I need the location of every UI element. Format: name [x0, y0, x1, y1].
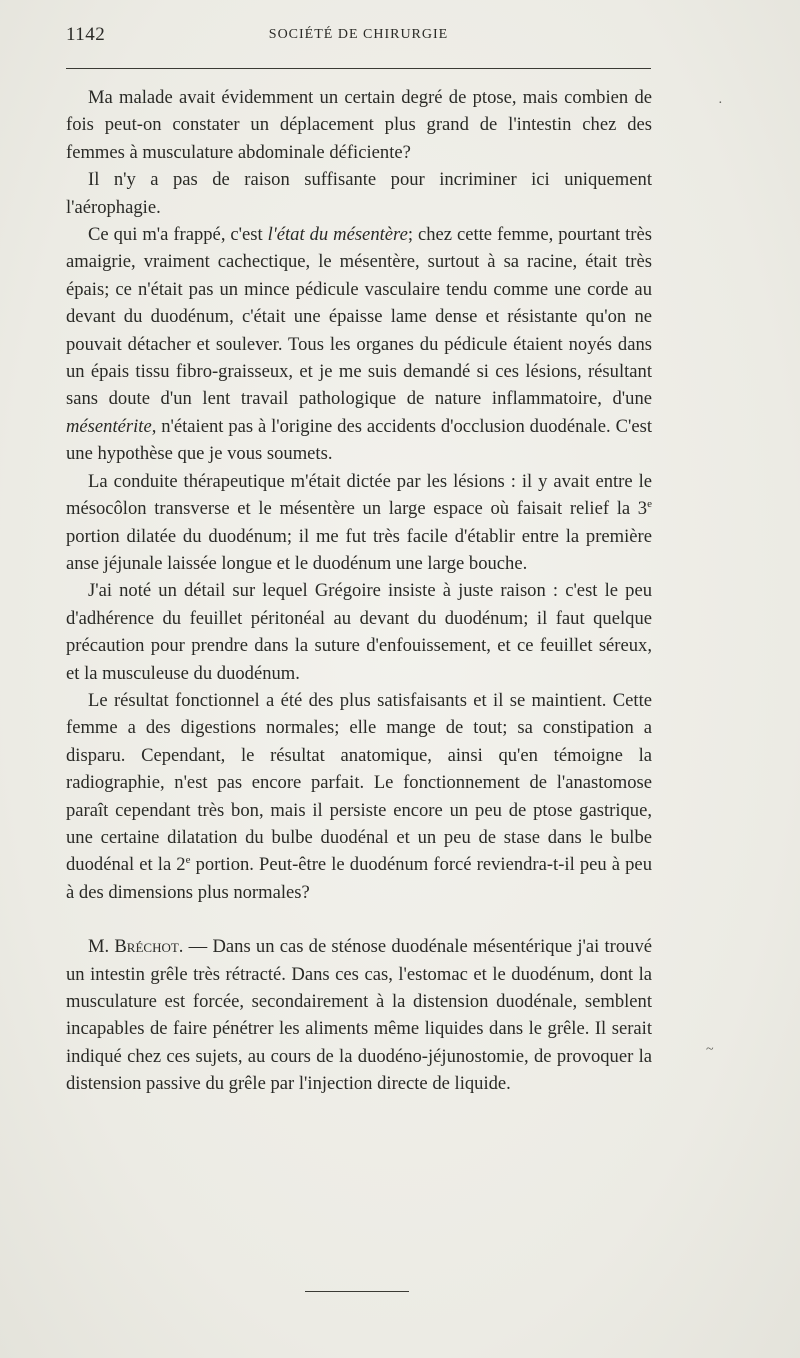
paragraph-3-text-b: ; chez cette femme, pourtant très amaigrie, vraiment cachectique, le mésentère, surtout à sa racine, était très épais; ce n'était pas un mince pédicule vasculaire tendu comme une corde au devant du duodénum, c'était une épaisse lame dense et résistante qu'on ne pouvait détacher et soulever. Tous les organes du pédicule étaient noyés dans un épais tissu fibro-graisseux, et je me suis demandé si ces lésions, résultant sans doute d'un lent travail pathologique de nature inflammatoire, d'une [66, 224, 652, 410]
paragraph-3-text-a: Ce qui m'a frappé, c'est [88, 224, 268, 246]
paragraph-6-text-b: portion. Peut-être le duodénum forcé reviendra-t-il peu à peu à des dimensions plus normales? [66, 854, 652, 903]
paragraph-2: Il n'y a pas de raison suffisante pour incriminer ici uniquement l'aérophagie. [66, 169, 652, 218]
paragraph-3-emphasis: l'état du mésentère [267, 224, 408, 246]
paragraph-7 [66, 933, 652, 1097]
print-speck: ~ [706, 1042, 714, 1057]
paragraph-3 [66, 221, 652, 468]
paragraph-3-emphasis-2: mésentérite [66, 415, 152, 437]
running-head [66, 24, 651, 48]
paragraph-6 [66, 687, 652, 906]
paragraph-6-text-a: Le résultat fonctionnel a été des plus satisfaisants et il se maintient. Cette femme a des digestions normales; elle mange de tout; sa constipation a disparu. Cependant, le résultat anatomique, ainsi qu'en témoigne la radiographie, n'est pas encore parfait. Le fonctionnement de l'anastomose paraît cependant très bon, mais il persiste encore un peu de ptose gastrique, une certaine dilatation du bulbe duodénal et un peu de stase dans le bulbe duodénal et la 2 [66, 689, 652, 876]
paragraph-4 [66, 468, 652, 578]
body-text [66, 84, 652, 1098]
paragraph-4-text-b: portion dilatée du duodénum; il me fut très facile d'établir entre la première anse jéjunale laissée longue et le duodénum une large bouche. [66, 525, 652, 574]
speaker-name: M. Bréchot. [88, 936, 184, 958]
paragraph-7-text: — Dans un cas de sténose duodénale mésentérique j'ai trouvé un intestin grêle très rétracté. Dans ces cas, l'estomac et le duodénum, dont la musculature est forcée, secondairement à la distension duodénale, semblent incapables de faire pénétrer les aliments même liquides dans le grêle. Il serait indiqué chez ces sujets, au cours de la duodéno-jéjunostomie, de provoquer la distension passive du grêle par l'injection directe de liquide. [66, 936, 652, 1095]
print-speck: · [718, 96, 723, 111]
paragraph-3-text-c: , n'étaient pas à l'origine des accidents d'occlusion duodénale. C'est une hypothèse que je vous soumets. [66, 415, 652, 465]
end-rule [305, 1291, 409, 1292]
paragraph-5: J'ai noté un détail sur lequel Grégoire insiste à juste raison : c'est le peu d'adhérence du feuillet péritonéal au devant du duodénum; il faut quelque précaution pour prendre dans la suture d'enfouissement, et ce feuillet séreux, et la musculeuse du duodénum. [66, 580, 652, 684]
paragraph-4-superscript: e [647, 497, 652, 510]
paragraph-6-superscript: e [185, 854, 191, 867]
page-number: 1142 [66, 24, 106, 45]
header-rule [66, 68, 651, 69]
paragraph-4-text-a: La conduite thérapeutique m'était dictée par les lésions : il y avait entre le mésocôlon transverse et le mésentère un large espace où faisait relief la 3 [66, 470, 652, 520]
paragraph-1: Ma malade avait évidemment un certain degré de ptose, mais combien de fois peut-on constater un déplacement plus grand de l'intestin chez des femmes à musculature abdominale déficiente? [66, 87, 652, 163]
running-title: SOCIÉTÉ DE CHIRURGIE [268, 27, 449, 42]
